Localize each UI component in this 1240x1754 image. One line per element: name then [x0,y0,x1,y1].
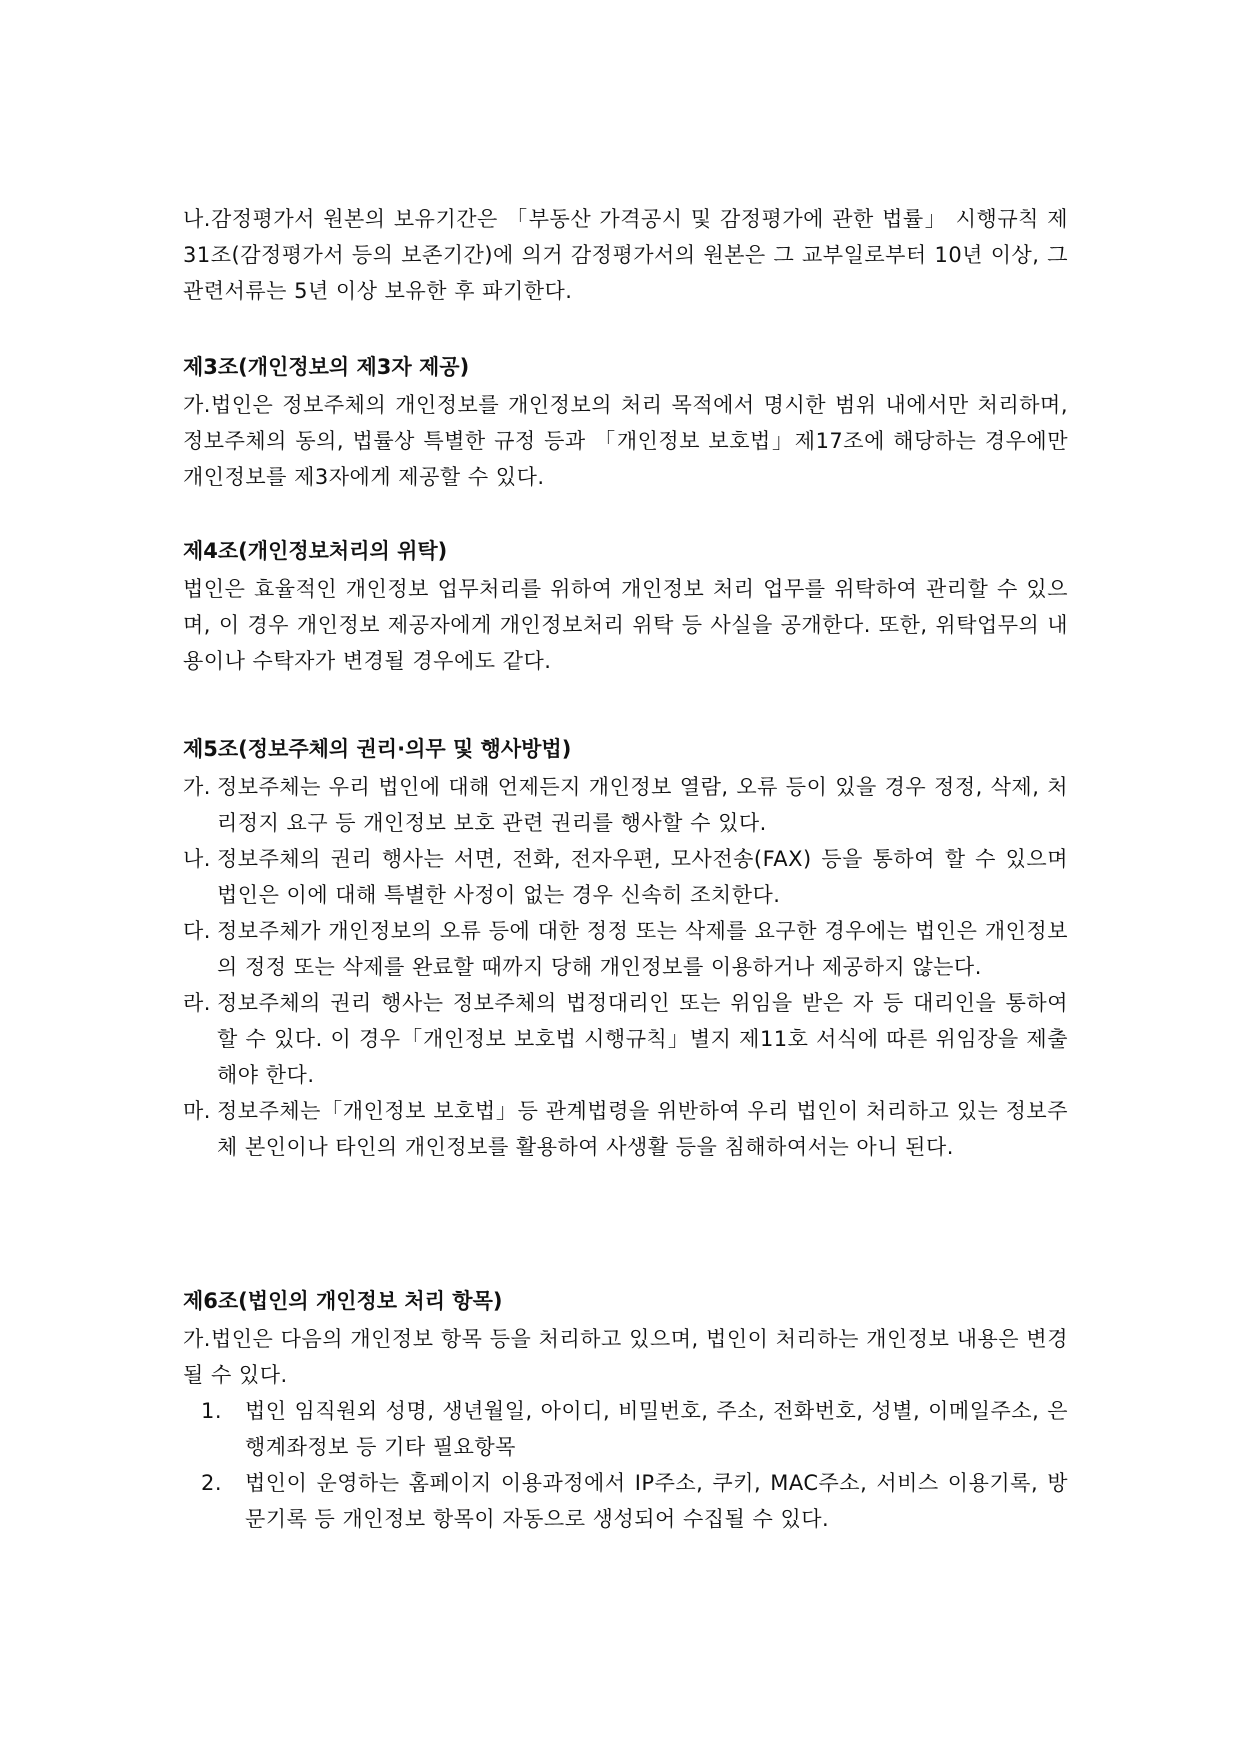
list-item [183,769,1068,841]
list-item [183,913,1068,985]
article-3-heading: 제3조(개인정보의 제3자 제공) [183,355,470,379]
article-4-heading: 제4조(개인정보처리의 위탁) [183,539,448,563]
article-6 [183,1283,1068,1537]
list-item [201,1393,1068,1465]
list-marker: 1. [201,1399,223,1423]
list-item [183,841,1068,913]
article-6-heading: 제6조(법인의 개인정보 처리 항목) [183,1289,503,1313]
list-item-text: 정보주체의 권리 행사는 정보주체의 법정대리인 또는 위임을 받은 자 등 대리인을 통하여 할 수 있다. 이 경우「개인정보 보호법 시행규칙」별지 제11호 서식에 따른 위임장을 제출해야 한다. [217,991,1068,1087]
list-item-text: 정보주체는「개인정보 보호법」등 관계법령을 위반하여 우리 법인이 처리하고 있는 정보주체 본인이나 타인의 개인정보를 활용하여 사생활 등을 침해하여서는 아니 된다. [217,1099,1068,1159]
intro-paragraph: 나.감정평가서 원본의 보유기간은 「부동산 가격공시 및 감정평가에 관한 법률」 시행규칙 제31조(감정평가서 등의 보존기간)에 의거 감정평가서의 원본은 그 교부일로부터 10년 이상, 그 관련서류는 5년 이상 보유한 후 파기한다. [183,207,1068,303]
list-marker: 나. [183,847,211,871]
list-item [183,985,1068,1093]
list-item-text: 정보주체가 개인정보의 오류 등에 대한 정정 또는 삭제를 요구한 경우에는 법인은 개인정보의 정정 또는 삭제를 완료할 때까지 당해 개인정보를 이용하거나 제공하지 않는다. [217,919,1068,979]
list-item-text: 정보주체의 권리 행사는 서면, 전화, 전자우편, 모사전송(FAX) 등을 통하여 할 수 있으며 법인은 이에 대해 특별한 사정이 없는 경우 신속히 조치한다. [217,847,1068,907]
list-marker: 2. [201,1471,223,1495]
list-marker: 라. [183,991,211,1015]
list-item [183,1093,1068,1165]
list-item-text: 법인 임직원외 성명, 생년월일, 아이디, 비밀번호, 주소, 전화번호, 성별, 이메일주소, 은행계좌정보 등 기타 필요항목 [245,1399,1068,1459]
article-5 [183,731,1068,1165]
list-marker: 마. [183,1099,211,1123]
list-item-text: 법인이 운영하는 홈페이지 이용과정에서 IP주소, 쿠키, MAC주소, 서비스 이용기록, 방문기록 등 개인정보 항목이 자동으로 생성되어 수집될 수 있다. [245,1471,1068,1531]
article-3-body: 가.법인은 정보주체의 개인정보를 개인정보의 처리 목적에서 명시한 범위 내에서만 처리하며, 정보주체의 동의, 법률상 특별한 규정 등과 「개인정보 보호법」제17조에 해당하는 경우에만 개인정보를 제3자에게 제공할 수 있다. [183,393,1068,489]
article-4-body: 법인은 효율적인 개인정보 업무처리를 위하여 개인정보 처리 업무를 위탁하여 관리할 수 있으며, 이 경우 개인정보 제공자에게 개인정보처리 위탁 등 사실을 공개한다. 또한, 위탁업무의 내용이나 수탁자가 변경될 경우에도 같다. [183,577,1068,673]
list-marker: 가. [183,775,211,799]
list-item [201,1465,1068,1537]
article-3 [183,349,1068,495]
article-4 [183,533,1068,679]
list-marker: 다. [183,919,211,943]
list-item-text: 정보주체는 우리 법인에 대해 언제든지 개인정보 열람, 오류 등이 있을 경우 정정, 삭제, 처리정지 요구 등 개인정보 보호 관련 권리를 행사할 수 있다. [217,775,1068,835]
article-5-heading: 제5조(정보주체의 권리·의무 및 행사방법) [183,737,572,761]
intro-section [183,201,1068,309]
article-6-body: 가.법인은 다음의 개인정보 항목 등을 처리하고 있으며, 법인이 처리하는 개인정보 내용은 변경될 수 있다. [183,1327,1068,1387]
